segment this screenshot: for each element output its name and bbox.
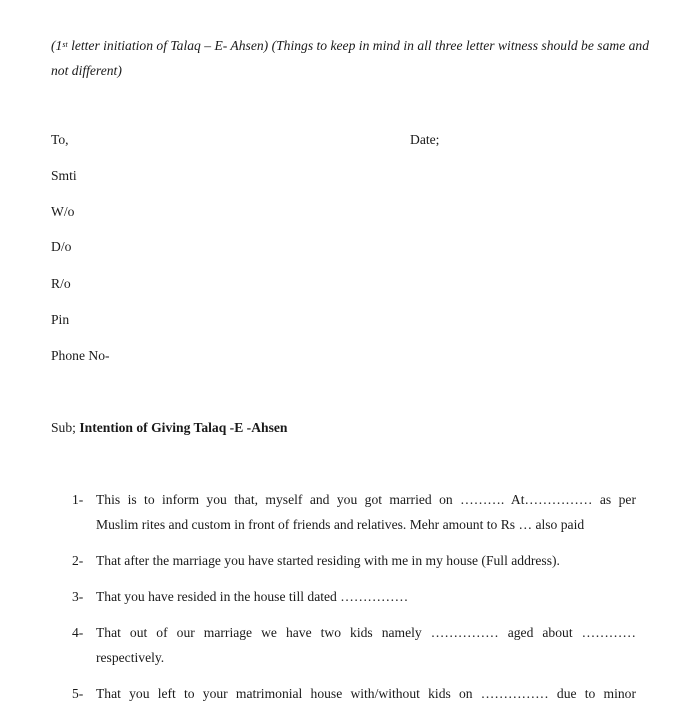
header-note-text: letter initiation of Talaq – E- Ahsen) (Things to keep in mind in all three letter witness should be same and not different) bbox=[51, 38, 650, 78]
date-label: Date; bbox=[410, 132, 440, 147]
header-note-superscript: st bbox=[62, 40, 68, 49]
address-daughter-of: D/o bbox=[51, 239, 72, 254]
address-pin: Pin bbox=[51, 312, 70, 327]
point-1 bbox=[72, 487, 636, 537]
point-text-line: That out of our marriage we have two kids namely …………… aged about ………… bbox=[96, 625, 636, 640]
address-to: To, bbox=[51, 132, 69, 147]
header-note-prefix: (1 bbox=[51, 38, 63, 53]
point-number: 1- bbox=[72, 492, 84, 507]
point-number: 5- bbox=[72, 686, 84, 701]
subject-prefix: Sub; bbox=[51, 420, 80, 435]
header-note bbox=[51, 33, 651, 83]
address-resident-of: R/o bbox=[51, 276, 71, 291]
address-phone: Phone No- bbox=[51, 348, 110, 363]
address-smti: Smti bbox=[51, 168, 77, 183]
point-text-line: That you left to your matrimonial house with/without kids on …………… due to minor bbox=[96, 686, 636, 701]
point-text-line: That you have resided in the house till dated …………… bbox=[96, 589, 409, 604]
point-text-line: respectively. bbox=[96, 650, 165, 665]
point-4 bbox=[72, 620, 636, 670]
point-number: 4- bbox=[72, 625, 84, 640]
address-wife-of: W/o bbox=[51, 204, 75, 219]
subject-line bbox=[51, 419, 287, 437]
point-3 bbox=[72, 584, 636, 609]
point-number: 3- bbox=[72, 589, 84, 604]
point-2 bbox=[72, 548, 636, 573]
point-number: 2- bbox=[72, 553, 84, 568]
point-text-line: Muslim rites and custom in front of friends and relatives. Mehr amount to Rs … also paid bbox=[96, 517, 585, 532]
point-text-line: This is to inform you that, myself and you got married on ………. At…………… as per bbox=[96, 492, 636, 507]
subject-title: Intention of Giving Talaq -E -Ahsen bbox=[79, 420, 288, 435]
point-5 bbox=[72, 681, 636, 706]
point-text-line: That after the marriage you have started residing with me in my house (Full address). bbox=[96, 553, 560, 568]
